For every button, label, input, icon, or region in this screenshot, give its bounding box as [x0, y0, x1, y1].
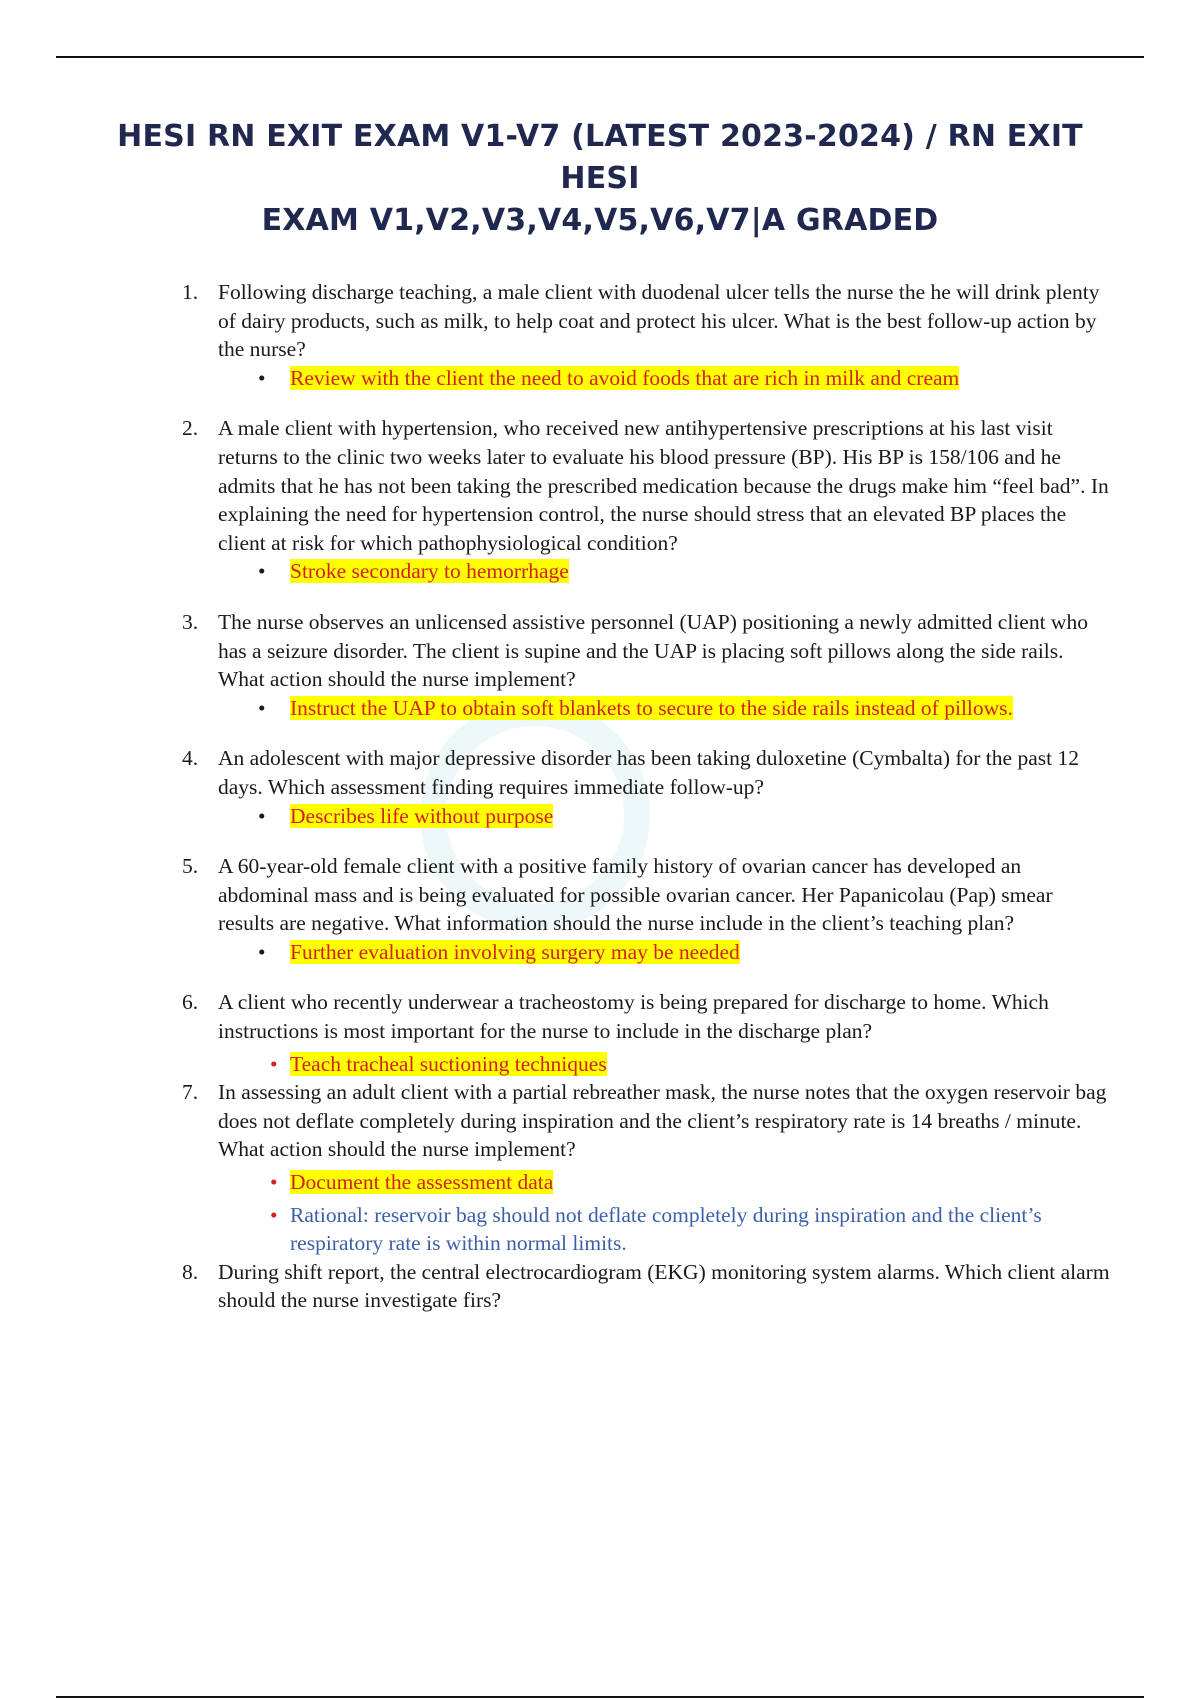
answer-item — [218, 802, 1112, 831]
question-list — [182, 278, 1112, 1337]
question-text: A 60-year-old female client with a positive family history of ovarian cancer has developed an abdominal mass and is being evaluated for possible ovarian cancer. Her Papanicolau (Pap) smear results are negative. What information should the nurse include in the client’s teaching plan? — [218, 854, 1053, 936]
top-rule — [56, 56, 1144, 58]
question-number: 8. — [182, 1259, 199, 1284]
answer-list — [218, 1168, 1112, 1258]
question-8 — [182, 1258, 1112, 1315]
answer-text: Review with the client the need to avoid foods that are rich in milk and cream — [290, 365, 960, 390]
question-text: A client who recently underwear a tracheostomy is being prepared for discharge to home. Which instructions is most important for the nurse to include in the discharge plan? — [218, 990, 1049, 1044]
answer-list — [218, 557, 1112, 586]
answer-item — [218, 1050, 1112, 1079]
question-text: In assessing an adult client with a partial rebreather mask, the nurse notes that the oxygen reservoir bag does not deflate completely during inspiration and the client’s respiratory rate is 14 breaths / minute. What action should the nurse implement? — [218, 1080, 1107, 1162]
question-number: 1. — [182, 280, 199, 304]
answer-list — [218, 802, 1112, 831]
bullet-icon: • — [258, 939, 266, 964]
title-line-2: EXAM V1,V2,V3,V4,V5,V6,V7|A GRADED — [261, 203, 939, 238]
bullet-icon: • — [258, 803, 266, 828]
question-number: 3. — [182, 609, 199, 634]
answer-text: Instruct the UAP to obtain soft blankets to secure to the side rails instead of pillows. — [290, 695, 1013, 720]
answer-item — [218, 364, 1112, 393]
answer-text: Further evaluation involving surgery may be needed — [290, 939, 740, 964]
answer-list — [218, 364, 1112, 393]
question-1 — [182, 278, 1112, 392]
answer-text: Teach tracheal suctioning techniques — [290, 1051, 607, 1076]
question-7 — [182, 1078, 1112, 1258]
title-line-1: HESI RN EXIT EXAM V1-V7 (LATEST 2023-2024) / RN EXIT HESI — [117, 119, 1083, 196]
question-text: Following discharge teaching, a male client with duodenal ulcer tells the nurse the he will drink plenty of dairy products, such as milk, to help coat and protect his ulcer. What is the best follow-up action by the nurse? — [218, 280, 1100, 362]
question-5 — [182, 852, 1112, 966]
answer-text: Document the assessment data — [290, 1170, 554, 1195]
question-3 — [182, 608, 1112, 722]
answer-item — [218, 938, 1112, 967]
question-2 — [182, 414, 1112, 586]
bullet-icon: • — [270, 1202, 278, 1227]
bullet-icon: • — [270, 1051, 278, 1076]
question-number: 4. — [182, 746, 199, 771]
question-number: 5. — [182, 854, 199, 879]
rationale-text: Rational: reservoir bag should not deflate completely during inspiration and the client’s respiratory rate is within normal limits. — [290, 1202, 1042, 1256]
question-number: 7. — [182, 1080, 199, 1105]
question-number: 2. — [182, 416, 199, 441]
answer-item — [218, 694, 1112, 723]
answer-item — [218, 1168, 1112, 1197]
document-title — [90, 116, 1110, 242]
bullet-icon: • — [258, 695, 266, 720]
bullet-icon: • — [258, 559, 266, 584]
question-text: An adolescent with major depressive disorder has been taking duloxetine (Cymbalta) for the past 12 days. Which assessment finding requires immediate follow-up? — [218, 746, 1079, 799]
answer-text: Describes life without purpose — [290, 803, 554, 828]
bullet-icon: • — [258, 365, 266, 390]
question-4 — [182, 744, 1112, 830]
bottom-rule — [56, 1696, 1144, 1698]
answer-list — [218, 694, 1112, 723]
answer-list — [218, 938, 1112, 967]
rationale-item — [218, 1201, 1112, 1258]
question-text: A male client with hypertension, who received new antihypertensive prescriptions at his last visit returns to the clinic two weeks later to evaluate his blood pressure (BP). His BP is 158/106 and he admits that he has not been taking the prescribed medication because the drugs make him “feel bad”. In explaining the need for hypertension control, the nurse should stress that an elevated BP places the client at risk for which pathophysiological condition? — [218, 416, 1109, 555]
question-number: 6. — [182, 990, 199, 1015]
answer-list — [218, 1050, 1112, 1079]
answer-item — [218, 557, 1112, 586]
question-text: During shift report, the central electrocardiogram (EKG) monitoring system alarms. Which client alarm should the nurse investigate firs? — [218, 1259, 1110, 1313]
question-6 — [182, 988, 1112, 1078]
question-text: The nurse observes an unlicensed assistive personnel (UAP) positioning a newly admitted client who has a seizure disorder. The client is supine and the UAP is placing soft pillows along the side rails. What action should the nurse implement? — [218, 609, 1088, 692]
bullet-icon: • — [270, 1170, 278, 1195]
answer-text: Stroke secondary to hemorrhage — [290, 559, 569, 584]
